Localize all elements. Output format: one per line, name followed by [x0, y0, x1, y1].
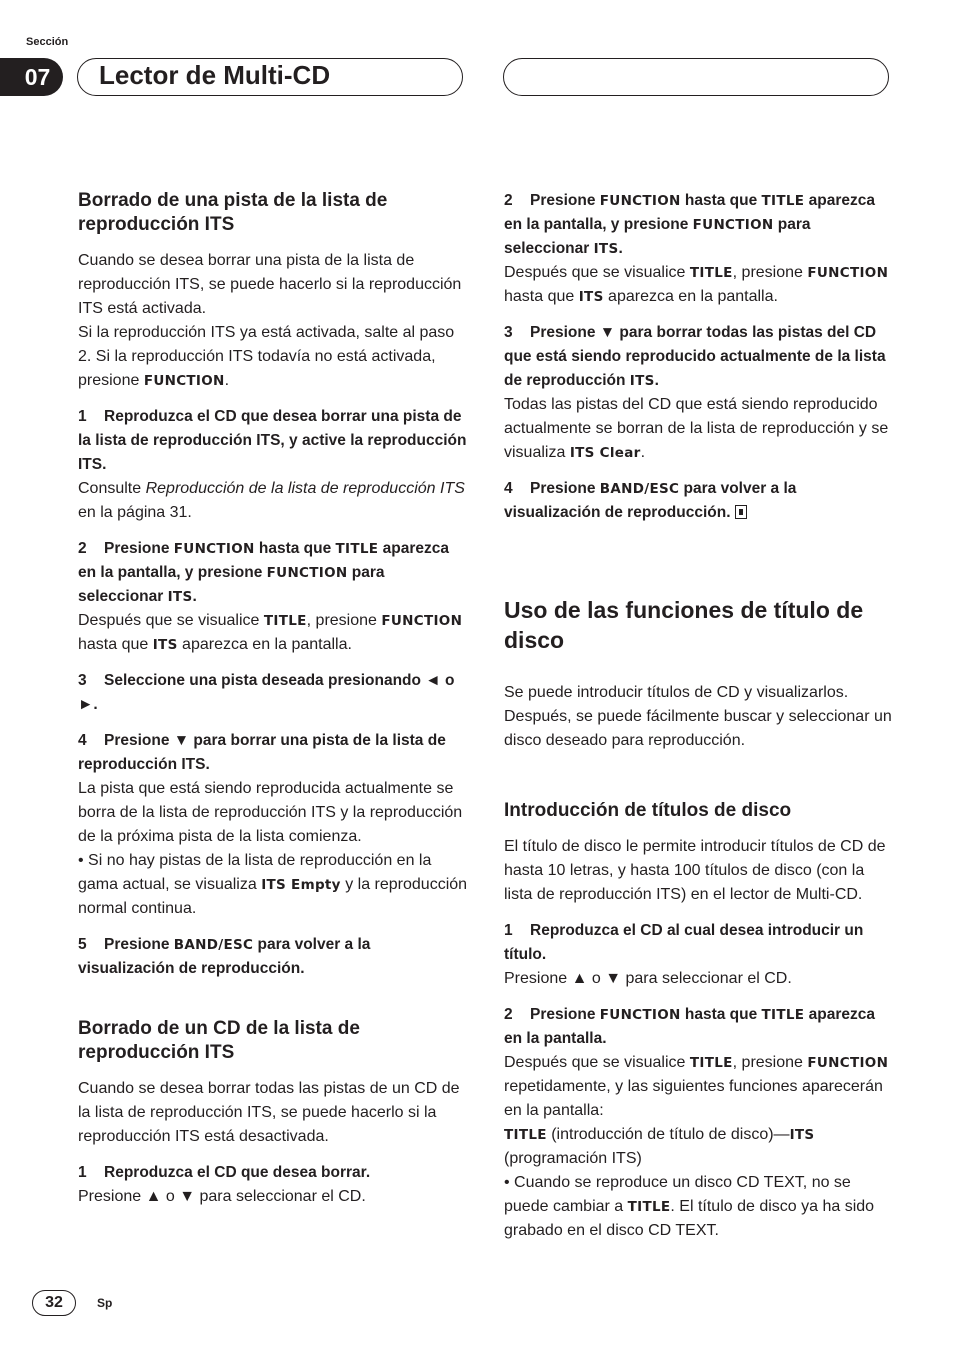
language-code: Sp: [97, 1296, 113, 1310]
sub-heading-enter-titles: Introducción de títulos de disco: [504, 800, 792, 821]
page-number: 32: [32, 1290, 76, 1316]
paragraph: El título de disco le permite introducir títulos de CD de hasta 10 letras, y hasta 100 títulos de disco (con la lista de reproducción ITS) en el lector de Multi-CD.: [504, 838, 886, 903]
step-2-note: • Cuando se reproduce un disco CD TEXT, no se puede cambiar a TITLE. El título de disco ya ha sido grabado en el disco CD TEXT.: [504, 1174, 875, 1239]
step-1-body: Consulte Reproducción de la lista de reproducción ITS en la página 31.: [78, 480, 465, 521]
step-2-body: Después que se visualice TITLE, presione FUNCTION repetidamente, y las siguientes funciones aparecerán en la pantalla:: [504, 1054, 889, 1119]
step-3: 3 Presione ▼ para borrar todas las pistas del CD que está siendo reproducido actualmente de la lista de reproducción ITS.: [504, 324, 886, 389]
step-1: 1 Reproduzca el CD que desea borrar.: [78, 1164, 371, 1181]
paragraph: Si la reproducción ITS ya está activada, salte al paso 2. Si la reproducción ITS todavía no está activada, presione FUNCTION.: [78, 324, 455, 389]
step-1-body: Presione ▲ o ▼ para seleccionar el CD.: [504, 970, 792, 987]
step-2: 2 Presione FUNCTION hasta que TITLE aparezca en la pantalla, y presione FUNCTION para seleccionar ITS.: [504, 192, 875, 257]
step-3: 3 Seleccione una pista deseada presionando ◄ o ►.: [78, 672, 455, 713]
step-4: 4 Presione BAND/ESC para volver a la visualización de reproducción.: [504, 480, 797, 521]
step-2-body: Después que se visualice TITLE, presione FUNCTION hasta que ITS aparezca en la pantalla.: [504, 264, 889, 305]
right-header-frame: [503, 58, 889, 96]
right-column: [504, 189, 894, 1243]
step-4-note: • Si no hay pistas de la lista de reproducción en la gama actual, se visualiza ITS Empty y la reproducción normal continua.: [78, 852, 468, 917]
function-list: TITLE (introducción de título de disco)—ITS (programación ITS): [504, 1126, 815, 1167]
step-2: 2 Presione FUNCTION hasta que TITLE aparezca en la pantalla.: [504, 1006, 875, 1047]
step-1: 1 Reproduzca el CD al cual desea introducir un título.: [504, 922, 864, 963]
section-heading-delete-track: Borrado de una pista de la lista de reproducción ITS: [78, 190, 388, 235]
step-4-body: La pista que está siendo reproducida actualmente se borra de la lista de reproducción ITS y la reproducción de la próxima pista de la lista comienza.: [78, 780, 463, 845]
end-of-section-icon: [735, 505, 747, 519]
main-heading-disc-title: Uso de las funciones de título de disco: [504, 597, 864, 653]
paragraph: Se puede introducir títulos de CD y visualizarlos. Después, se puede fácilmente buscar y seleccionar un disco deseado para reproducción.: [504, 684, 892, 749]
step-1: 1 Reproduzca el CD que desea borrar una pista de la lista de reproducción ITS, y active la reproducción ITS.: [78, 408, 467, 473]
paragraph: Cuando se desea borrar todas las pistas de un CD de la lista de reproducción ITS, se puede hacerlo si la reproducción ITS está desactivada.: [78, 1080, 460, 1145]
section-number-badge: 07: [0, 58, 63, 96]
step-5: 5 Presione BAND/ESC para volver a la visualización de reproducción.: [78, 936, 371, 977]
step-2-body: Después que se visualice TITLE, presione FUNCTION hasta que ITS aparezca en la pantalla.: [78, 612, 463, 653]
paragraph: Cuando se desea borrar una pista de la lista de reproducción ITS, se puede hacerlo si la reproducción ITS está activada.: [78, 252, 462, 317]
section-label: Sección: [26, 36, 69, 48]
step-3-body: Todas las pistas del CD que está siendo reproducido actualmente se borran de la lista de reproducción y se visualiza ITS Clear.: [504, 396, 889, 461]
step-4: 4 Presione ▼ para borrar una pista de la lista de reproducción ITS.: [78, 732, 446, 773]
step-1-body: Presione ▲ o ▼ para seleccionar el CD.: [78, 1188, 366, 1205]
left-column: [78, 189, 468, 1209]
step-2: 2 Presione FUNCTION hasta que TITLE aparezca en la pantalla, y presione FUNCTION para seleccionar ITS.: [78, 540, 449, 605]
section-heading-delete-cd: Borrado de un CD de la lista de reproducción ITS: [78, 1018, 360, 1063]
page-title: Lector de Multi-CD: [99, 60, 331, 90]
